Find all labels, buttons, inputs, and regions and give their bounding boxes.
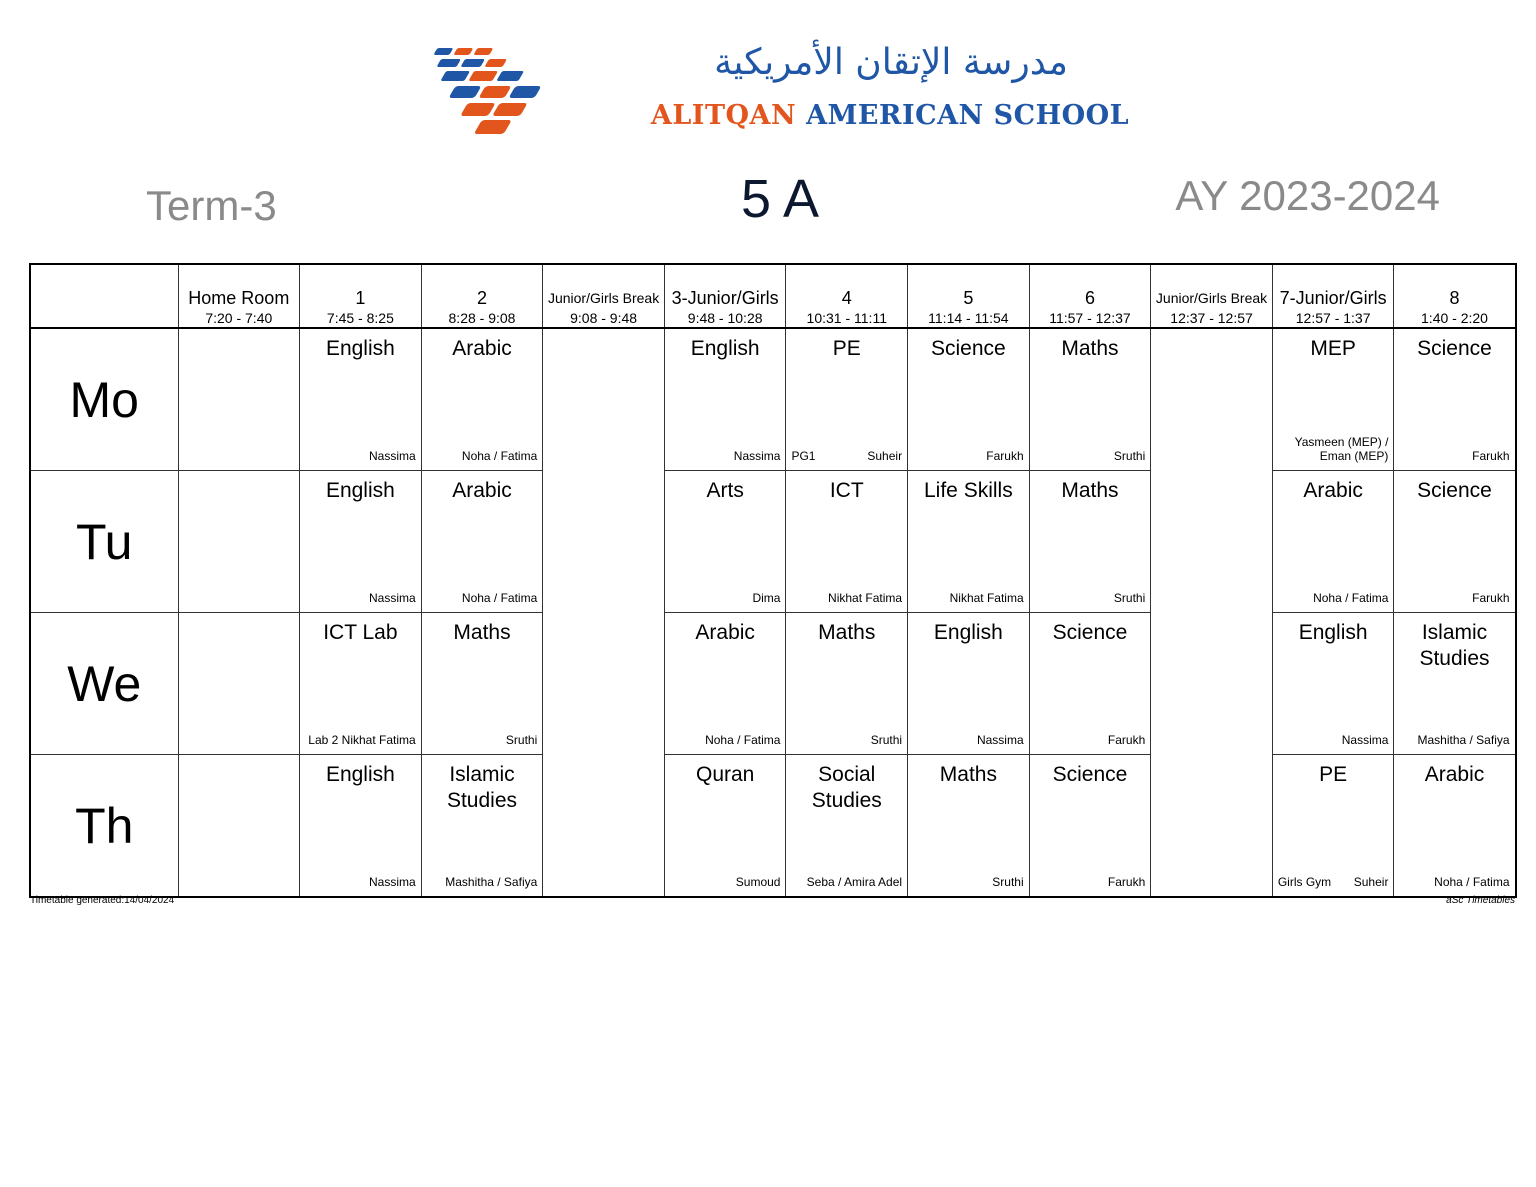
lesson-teacher: Nassima (369, 449, 416, 463)
lesson-cell (908, 471, 1030, 613)
lesson-teacher: Nikhat Fatima (828, 591, 903, 605)
lesson-cell (421, 471, 543, 613)
lesson-cell (1272, 328, 1394, 471)
lesson-cell (664, 471, 786, 613)
lesson-subject: PE (832, 337, 861, 360)
lesson-subject: English (1298, 621, 1368, 644)
lesson-subject: Life Skills (924, 479, 1013, 502)
school-name-part-1: ALITQAN (650, 100, 797, 131)
period-header (300, 264, 422, 328)
period-header (1029, 264, 1151, 328)
period-time: 11:14 - 11:54 (928, 310, 1009, 326)
lesson-teacher: Sruthi (1113, 449, 1146, 463)
corner-cell (30, 264, 178, 328)
lesson-cell (908, 613, 1030, 755)
day-row-we (30, 613, 1516, 755)
lesson-teacher: Farukh (1107, 733, 1146, 747)
lesson-cell (1394, 328, 1516, 471)
period-name: 3-Junior/Girls (671, 288, 779, 308)
lesson-teacher: Nassima (369, 875, 416, 889)
period-time: 12:57 - 1:37 (1295, 310, 1371, 326)
lesson-cell (178, 613, 300, 755)
lesson-teacher: Sruthi (870, 733, 903, 747)
lesson-teacher: Farukh (1472, 449, 1510, 463)
period-time: 10:31 - 11:11 (806, 310, 887, 326)
period-header (1151, 264, 1273, 328)
period-header (178, 264, 300, 328)
period-name: 7-Junior/Girls (1279, 288, 1387, 308)
school-name-english (645, 98, 1135, 134)
lesson-teacher: Mashitha / Safiya (1417, 733, 1510, 747)
lesson-teacher: Suheir (1353, 875, 1389, 889)
lesson-teacher: Dima (752, 591, 781, 605)
lesson-subject: Islamic Studies (446, 763, 517, 812)
lesson-subject: Science (1417, 479, 1492, 502)
lesson-cell (1272, 755, 1394, 898)
lesson-subject: Science (1052, 621, 1128, 644)
period-name: 5 (963, 288, 974, 308)
lesson-subject: Science (931, 337, 1006, 360)
lesson-teacher: Seba / Amira Adel (806, 875, 903, 889)
lesson-teacher: Nassima (976, 733, 1024, 747)
lesson-teacher: Sruthi (505, 733, 538, 747)
lesson-subject: Science (1052, 763, 1128, 786)
period-time: 9:48 - 10:28 (687, 310, 763, 326)
period-time: 12:37 - 12:57 (1170, 310, 1253, 326)
lesson-teacher: Noha / Fatima (461, 591, 538, 605)
lesson-subject: PE (1319, 763, 1348, 786)
period-name: Junior/Girls Break (1155, 290, 1268, 306)
lesson-cell (1394, 755, 1516, 898)
lesson-cell (300, 328, 422, 471)
lesson-teacher: Yasmeen (MEP) / Eman (MEP) (1294, 435, 1389, 463)
period-header-row (30, 264, 1516, 328)
lesson-subject: English (933, 621, 1003, 644)
software-credit: aSc Timetables (1446, 895, 1515, 906)
lesson-teacher: Farukh (1107, 875, 1146, 889)
lesson-teacher: Mashitha / Safiya (445, 875, 538, 889)
lesson-cell (178, 471, 300, 613)
lesson-cell (1394, 471, 1516, 613)
lesson-teacher: Sruthi (1113, 591, 1146, 605)
lesson-subject: Maths (1061, 337, 1119, 360)
lesson-subject: Maths (453, 621, 511, 644)
period-name: 1 (355, 288, 366, 308)
lesson-teacher: Noha / Fatima (1434, 875, 1510, 889)
lesson-subject: Arabic (1303, 479, 1363, 502)
lesson-teacher: Suheir (867, 449, 903, 463)
lesson-cell (300, 755, 422, 898)
lesson-cell (1272, 471, 1394, 613)
lesson-subject: Arabic (452, 337, 512, 360)
lesson-cell (664, 755, 786, 898)
period-name: 8 (1449, 288, 1460, 308)
period-header (908, 264, 1030, 328)
lesson-subject: Science (1417, 337, 1492, 360)
lesson-cell (786, 328, 908, 471)
lesson-teacher: Sruthi (992, 875, 1024, 889)
lesson-teacher: Noha / Fatima (461, 449, 538, 463)
lesson-subject: Quran (695, 763, 755, 786)
lesson-subject: English (325, 337, 395, 360)
lesson-cell (664, 613, 786, 755)
period-header (421, 264, 543, 328)
period-time: 1:40 - 2:20 (1421, 310, 1488, 326)
day-label: Tu (30, 471, 178, 613)
day-row-tu (30, 471, 1516, 613)
day-row-mo (30, 328, 1516, 471)
lesson-teacher: Lab 2 Nikhat Fatima (308, 733, 416, 747)
lesson-teacher: Nassima (1341, 733, 1389, 747)
lesson-cell (178, 755, 300, 898)
period-header (1394, 264, 1516, 328)
lesson-cell (1272, 613, 1394, 755)
lesson-cell (300, 613, 422, 755)
lesson-subject: MEP (1310, 337, 1356, 360)
period-header (664, 264, 786, 328)
lesson-teacher: Sumoud (735, 875, 781, 889)
lesson-teacher: Nassima (733, 449, 781, 463)
period-time: 11:57 - 12:37 (1049, 310, 1131, 326)
lesson-cell (421, 328, 543, 471)
lesson-subject: Arts (706, 479, 744, 502)
day-label: Th (30, 755, 178, 898)
lesson-subject: Maths (818, 621, 876, 644)
lesson-cell (421, 755, 543, 898)
lesson-cell (908, 328, 1030, 471)
lesson-subject: Arabic (695, 621, 755, 644)
lesson-cell (178, 328, 300, 471)
lesson-subject: Maths (1061, 479, 1119, 502)
lesson-subject: English (325, 479, 395, 502)
lesson-cell (786, 755, 908, 898)
lesson-cell (300, 471, 422, 613)
lesson-subject: Maths (939, 763, 997, 786)
break-column (543, 328, 665, 897)
day-row-th (30, 755, 1516, 898)
lesson-teacher: Nikhat Fatima (949, 591, 1024, 605)
lesson-subject: Arabic (1424, 763, 1485, 786)
lesson-cell (421, 613, 543, 755)
lesson-teacher: Noha / Fatima (1313, 591, 1389, 605)
day-label: Mo (30, 328, 178, 471)
lesson-cell (786, 613, 908, 755)
school-name-arabic: مدرسة الإتقان الأمريكية (714, 42, 1068, 83)
lesson-subject: ICT (829, 479, 864, 502)
lesson-cell (1394, 613, 1516, 755)
lesson-cell (1029, 613, 1151, 755)
lesson-cell (786, 471, 908, 613)
lesson-cell (908, 755, 1030, 898)
period-time: 8:28 - 9:08 (448, 310, 516, 326)
period-time: 7:45 - 8:25 (326, 310, 394, 326)
lesson-cell (664, 328, 786, 471)
period-header (786, 264, 908, 328)
school-logo-icon (388, 40, 570, 136)
lesson-teacher: Farukh (1472, 591, 1510, 605)
period-header (1272, 264, 1394, 328)
lesson-cell (1029, 755, 1151, 898)
lesson-cell (1029, 328, 1151, 471)
generated-date: Timetable generated:14/04/2024 (30, 895, 175, 906)
lesson-subject: Arabic (452, 479, 512, 502)
term-label: Term-3 (146, 182, 277, 229)
class-title: 5 A (740, 169, 820, 229)
lesson-teacher: Farukh (986, 449, 1024, 463)
period-name: 4 (841, 288, 852, 308)
school-name-part-2: AMERICAN SCHOOL (806, 100, 1130, 131)
timetable (29, 263, 1517, 898)
lesson-teacher: Noha / Fatima (705, 733, 781, 747)
period-name: Junior/Girls Break (547, 290, 660, 306)
period-time: 7:20 - 7:40 (205, 310, 273, 326)
day-label: We (30, 613, 178, 755)
break-column (1151, 328, 1273, 897)
period-name: 6 (1084, 288, 1095, 308)
period-time: 9:08 - 9:48 (570, 310, 638, 326)
lesson-room: PG1 (791, 449, 816, 463)
period-header (543, 264, 665, 328)
lesson-subject: Islamic Studies (1419, 621, 1490, 670)
period-name: Home Room (188, 288, 290, 308)
lesson-subject: Social Studies (811, 763, 882, 812)
period-name: 2 (476, 288, 487, 308)
lesson-subject: ICT Lab (323, 621, 398, 644)
lesson-subject: English (690, 337, 760, 360)
lesson-subject: English (325, 763, 395, 786)
lesson-cell (1029, 471, 1151, 613)
academic-year: AY 2023-2024 (1175, 172, 1440, 219)
lesson-teacher: Nassima (369, 591, 416, 605)
lesson-room: Girls Gym (1277, 875, 1332, 889)
